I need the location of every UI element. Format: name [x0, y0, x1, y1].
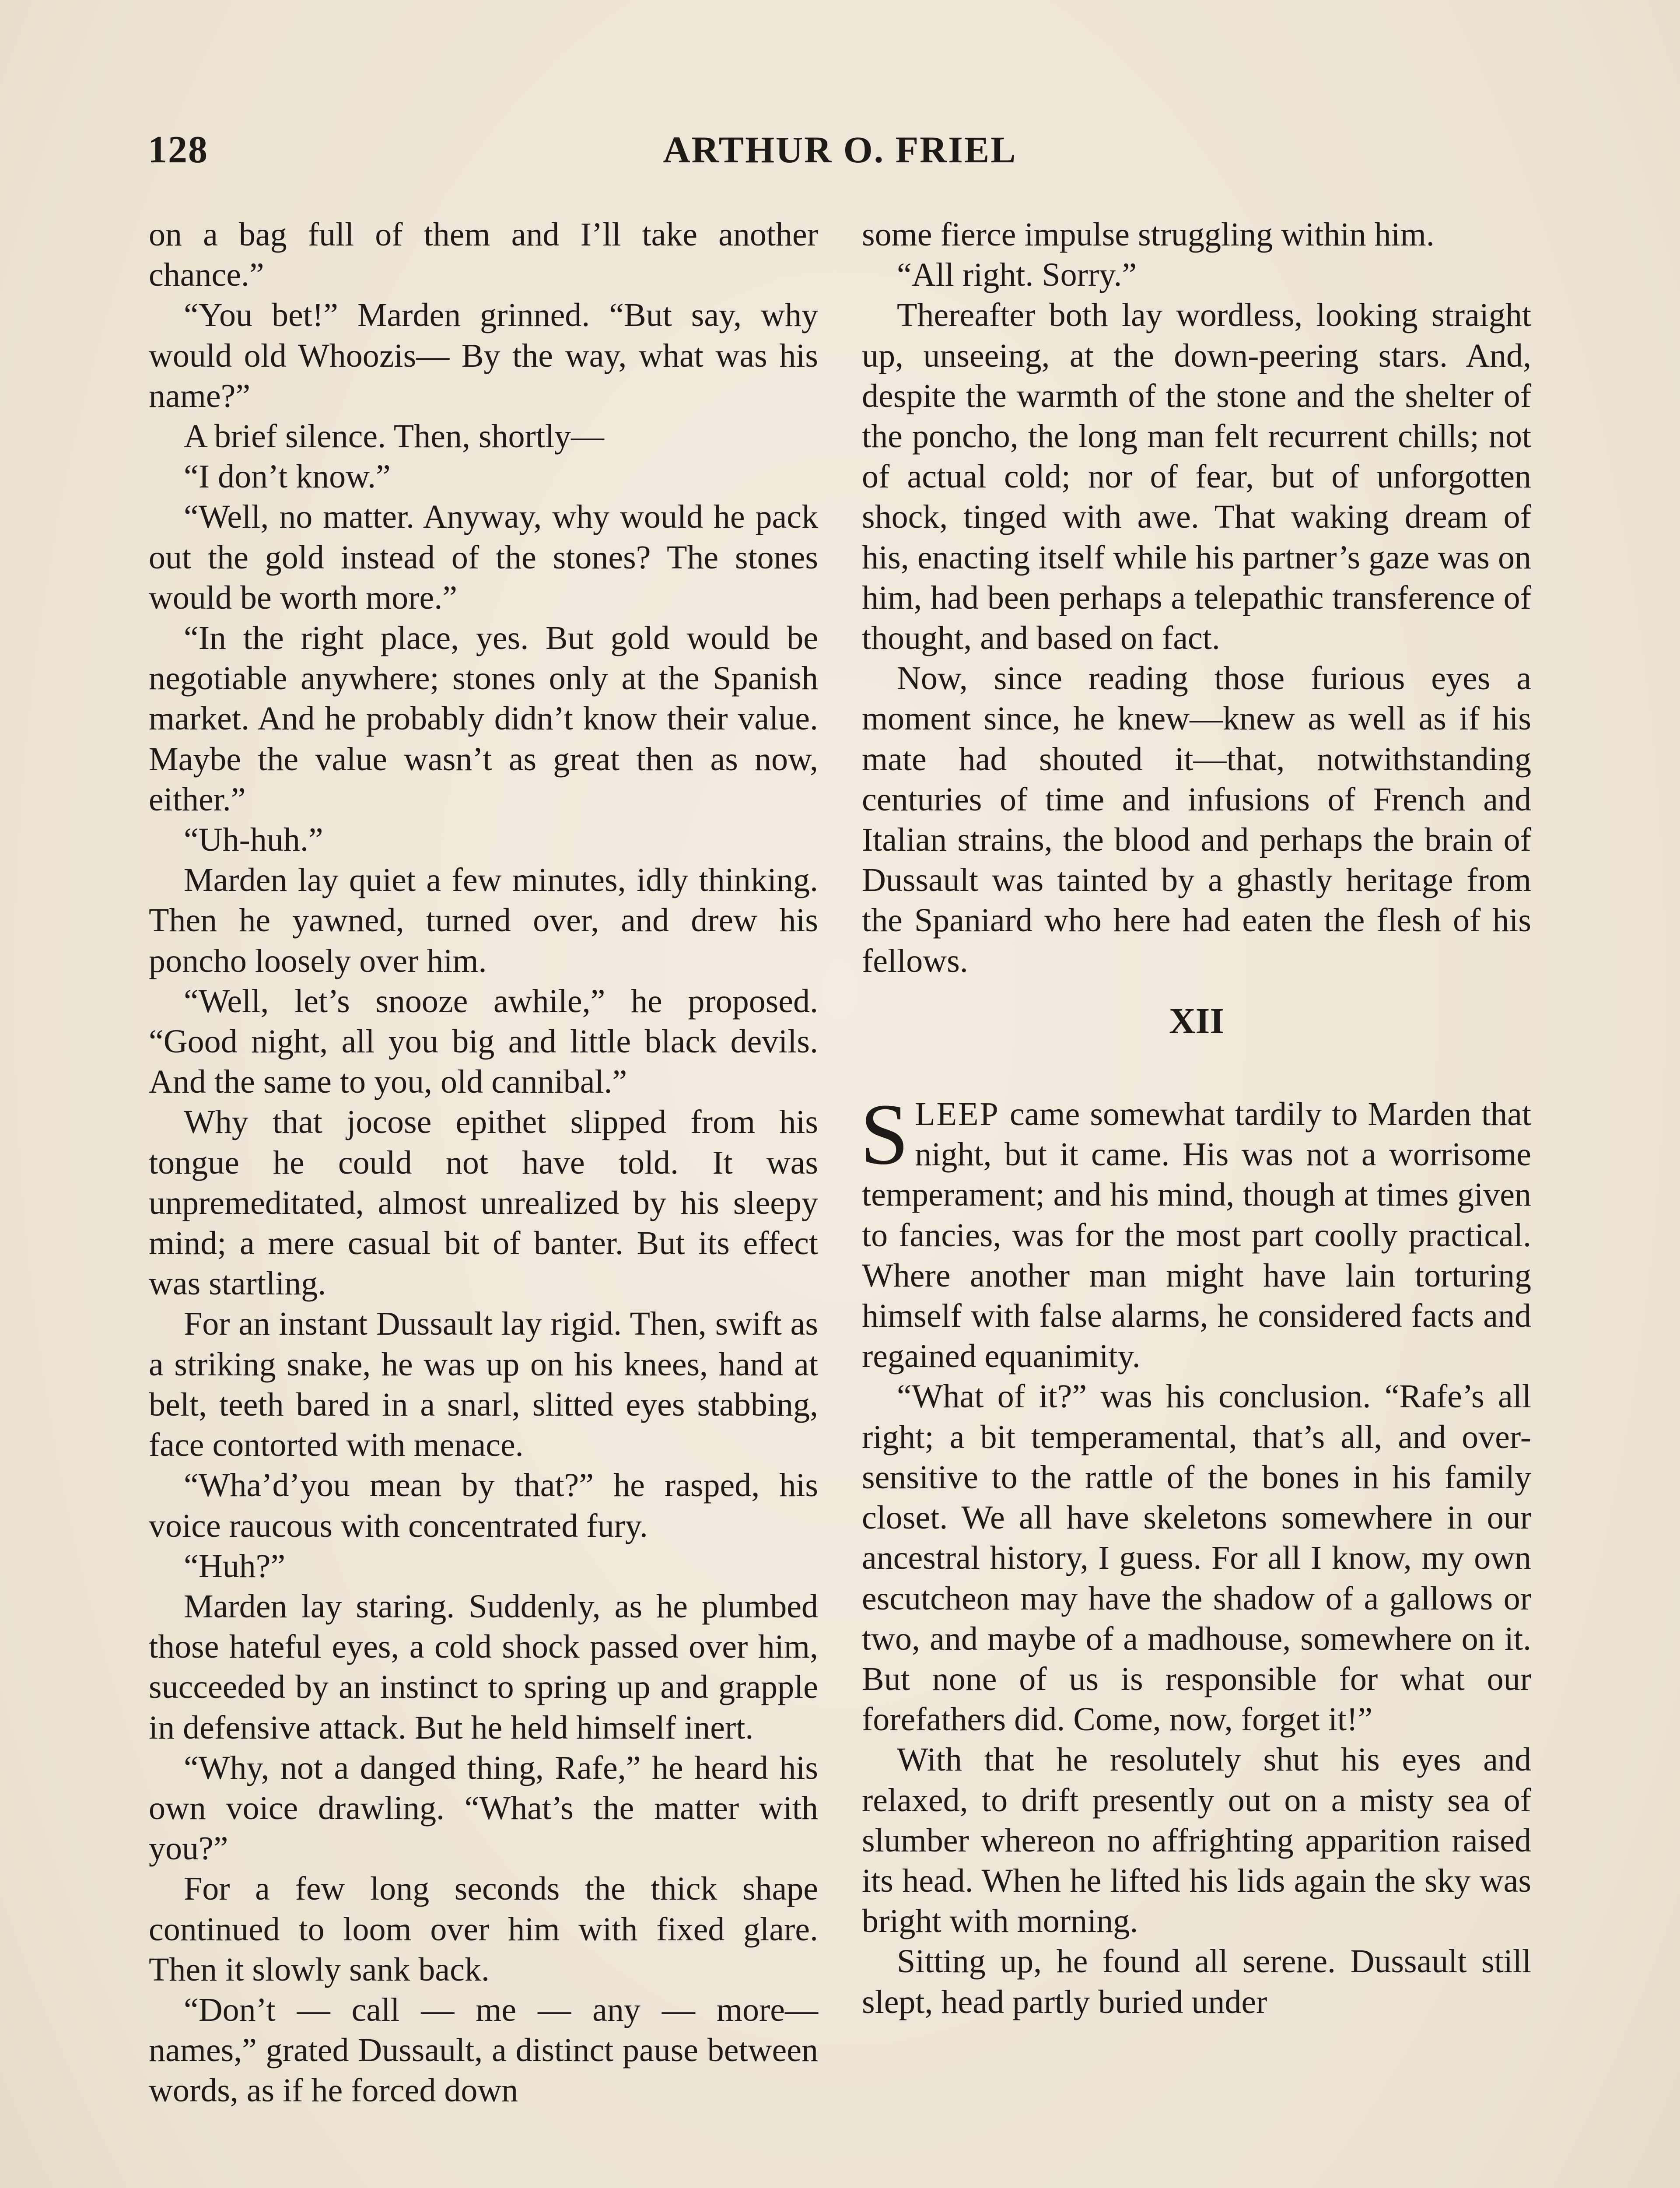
paragraph: With that he resolutely shut his eyes and relaxed, to drift presently out on a misty sea of slumber whereon no affrighting apparition raised its head. When he lifted his lids again the sky was bright with morning. — [862, 1741, 1531, 1940]
paragraph: For a few long seconds the thick shape continued to loom over him with fixed glare. Then it slowly sank back. — [149, 1870, 818, 1988]
paragraph: “In the right place, yes. But gold would be negotiable anywhere; stones only at the Spanish market. And he probably didn’t know their value. Maybe the value wasn’t as great then as now, either.” — [149, 620, 818, 818]
paragraph: “Uh-huh.” — [184, 821, 323, 859]
paragraph: Now, since reading those furious eyes a moment since, he knew—knew as well as if his mate had shouted it—that, notwithstanding centuries of time and infusions of French and Italian strains, the blood and perhaps the brain of Dussault was tainted by a ghastly heritage from the Spaniard who here had eaten the flesh of his fellows. — [862, 660, 1531, 979]
chapter-opening-paragraph — [860, 1086, 1531, 1376]
paragraph: on a bag full of them and I’ll take another chance.” — [149, 216, 818, 294]
paragraph: “Wha’d’you mean by that?” he rasped, his voice raucous with concentrated fury. — [149, 1467, 818, 1544]
paragraph: Marden lay quiet a few minutes, idly thinking. Then he yawned, turned over, and drew his poncho loosely over him. — [149, 862, 818, 979]
paragraph-text: came somewhat tardily to Marden that night, but it came. His was not a worrisome temperament; and his mind, though at times given to fancies, was for the most part coolly practical. Where another man might have lain torturing himself with false alarms, he considered facts and regained equanimity. — [862, 1096, 1531, 1375]
paragraph: some fierce impulse struggling within him. — [862, 216, 1435, 253]
paragraph: “All right. Sorry.” — [897, 256, 1137, 294]
paragraph: Why that jocose epithet slipped from his tongue he could not have told. It was unpremeditated, almost unrealized by his sleepy mind; a mere casual bit of banter. But its effect was startling. — [149, 1104, 818, 1302]
paragraph: Thereafter both lay wordless, looking straight up, unseeing, at the down-peering stars. And, despite the warmth of the stone and the shelter of the poncho, the long man felt recurrent chills; not of actual cold; nor of fear, but of unforgotten shock, tinged with awe. That waking dream of his, enacting itself while his partner’s gaze was on him, had been perhaps a telepathic transference of thought, and based on fact. — [862, 297, 1531, 657]
paragraph: For an instant Dussault lay rigid. Then, swift as a striking snake, he was up on his knees, hand at belt, teeth bared in a snarl, slitted eyes stabbing, face contorted with menace. — [149, 1305, 818, 1464]
paragraph: “Don’t — call — me — any — more— names,” grated Dussault, a distinct pause between words, as if he forced down — [149, 1991, 818, 2109]
paragraph: “Well, let’s snooze awhile,” he proposed. “Good night, all you big and little black devils. And the same to you, old cannibal.” — [149, 982, 818, 1101]
running-head: ARTHUR O. FRIEL — [663, 129, 1017, 171]
right-column — [862, 214, 1531, 2022]
drop-cap: S — [860, 1086, 909, 1183]
paragraph: “You bet!” Marden grinned. “But say, why would old Whoozis— By the way, what was his name?” — [149, 297, 818, 414]
paragraph: “I don’t know.” — [184, 458, 391, 495]
paragraph: A brief silence. Then, shortly— — [184, 418, 605, 455]
paragraph: “What of it?” was his conclusion. “Rafe’s all right; a bit temperamental, that’s all, and over-sensitive to the rattle of the bones in his family closet. We all have skeletons somewhere in our ancestral history, I guess. For all I know, my own escutcheon may have the shadow of a gallows or two, and maybe of a madhouse, somewhere on it. But none of us is responsible for what our forefathers did. Come, now, forget it!” — [862, 1378, 1531, 1738]
page-number: 128 — [148, 129, 208, 171]
paragraph: “Well, no matter. Anyway, why would he pack out the gold instead of the stones? The stones would be worth more.” — [149, 498, 818, 616]
paragraph: Sitting up, he found all serene. Dussault still slept, head partly buried under — [862, 1943, 1531, 2020]
paragraph: “Huh?” — [184, 1547, 286, 1585]
paragraph: Marden lay staring. Suddenly, as he plumbed those hateful eyes, a cold shock passed over him, succeeded by an instinct to spring up and grapple in defensive attack. But he held himself inert. — [149, 1588, 818, 1746]
paragraph: “Why, not a danged thing, Rafe,” he heard his own voice drawling. “What’s the matter with you?” — [149, 1749, 818, 1867]
left-column — [149, 214, 818, 2111]
chapter-heading: XII — [1169, 1000, 1225, 1041]
lead-word: LEEP — [915, 1096, 1000, 1133]
